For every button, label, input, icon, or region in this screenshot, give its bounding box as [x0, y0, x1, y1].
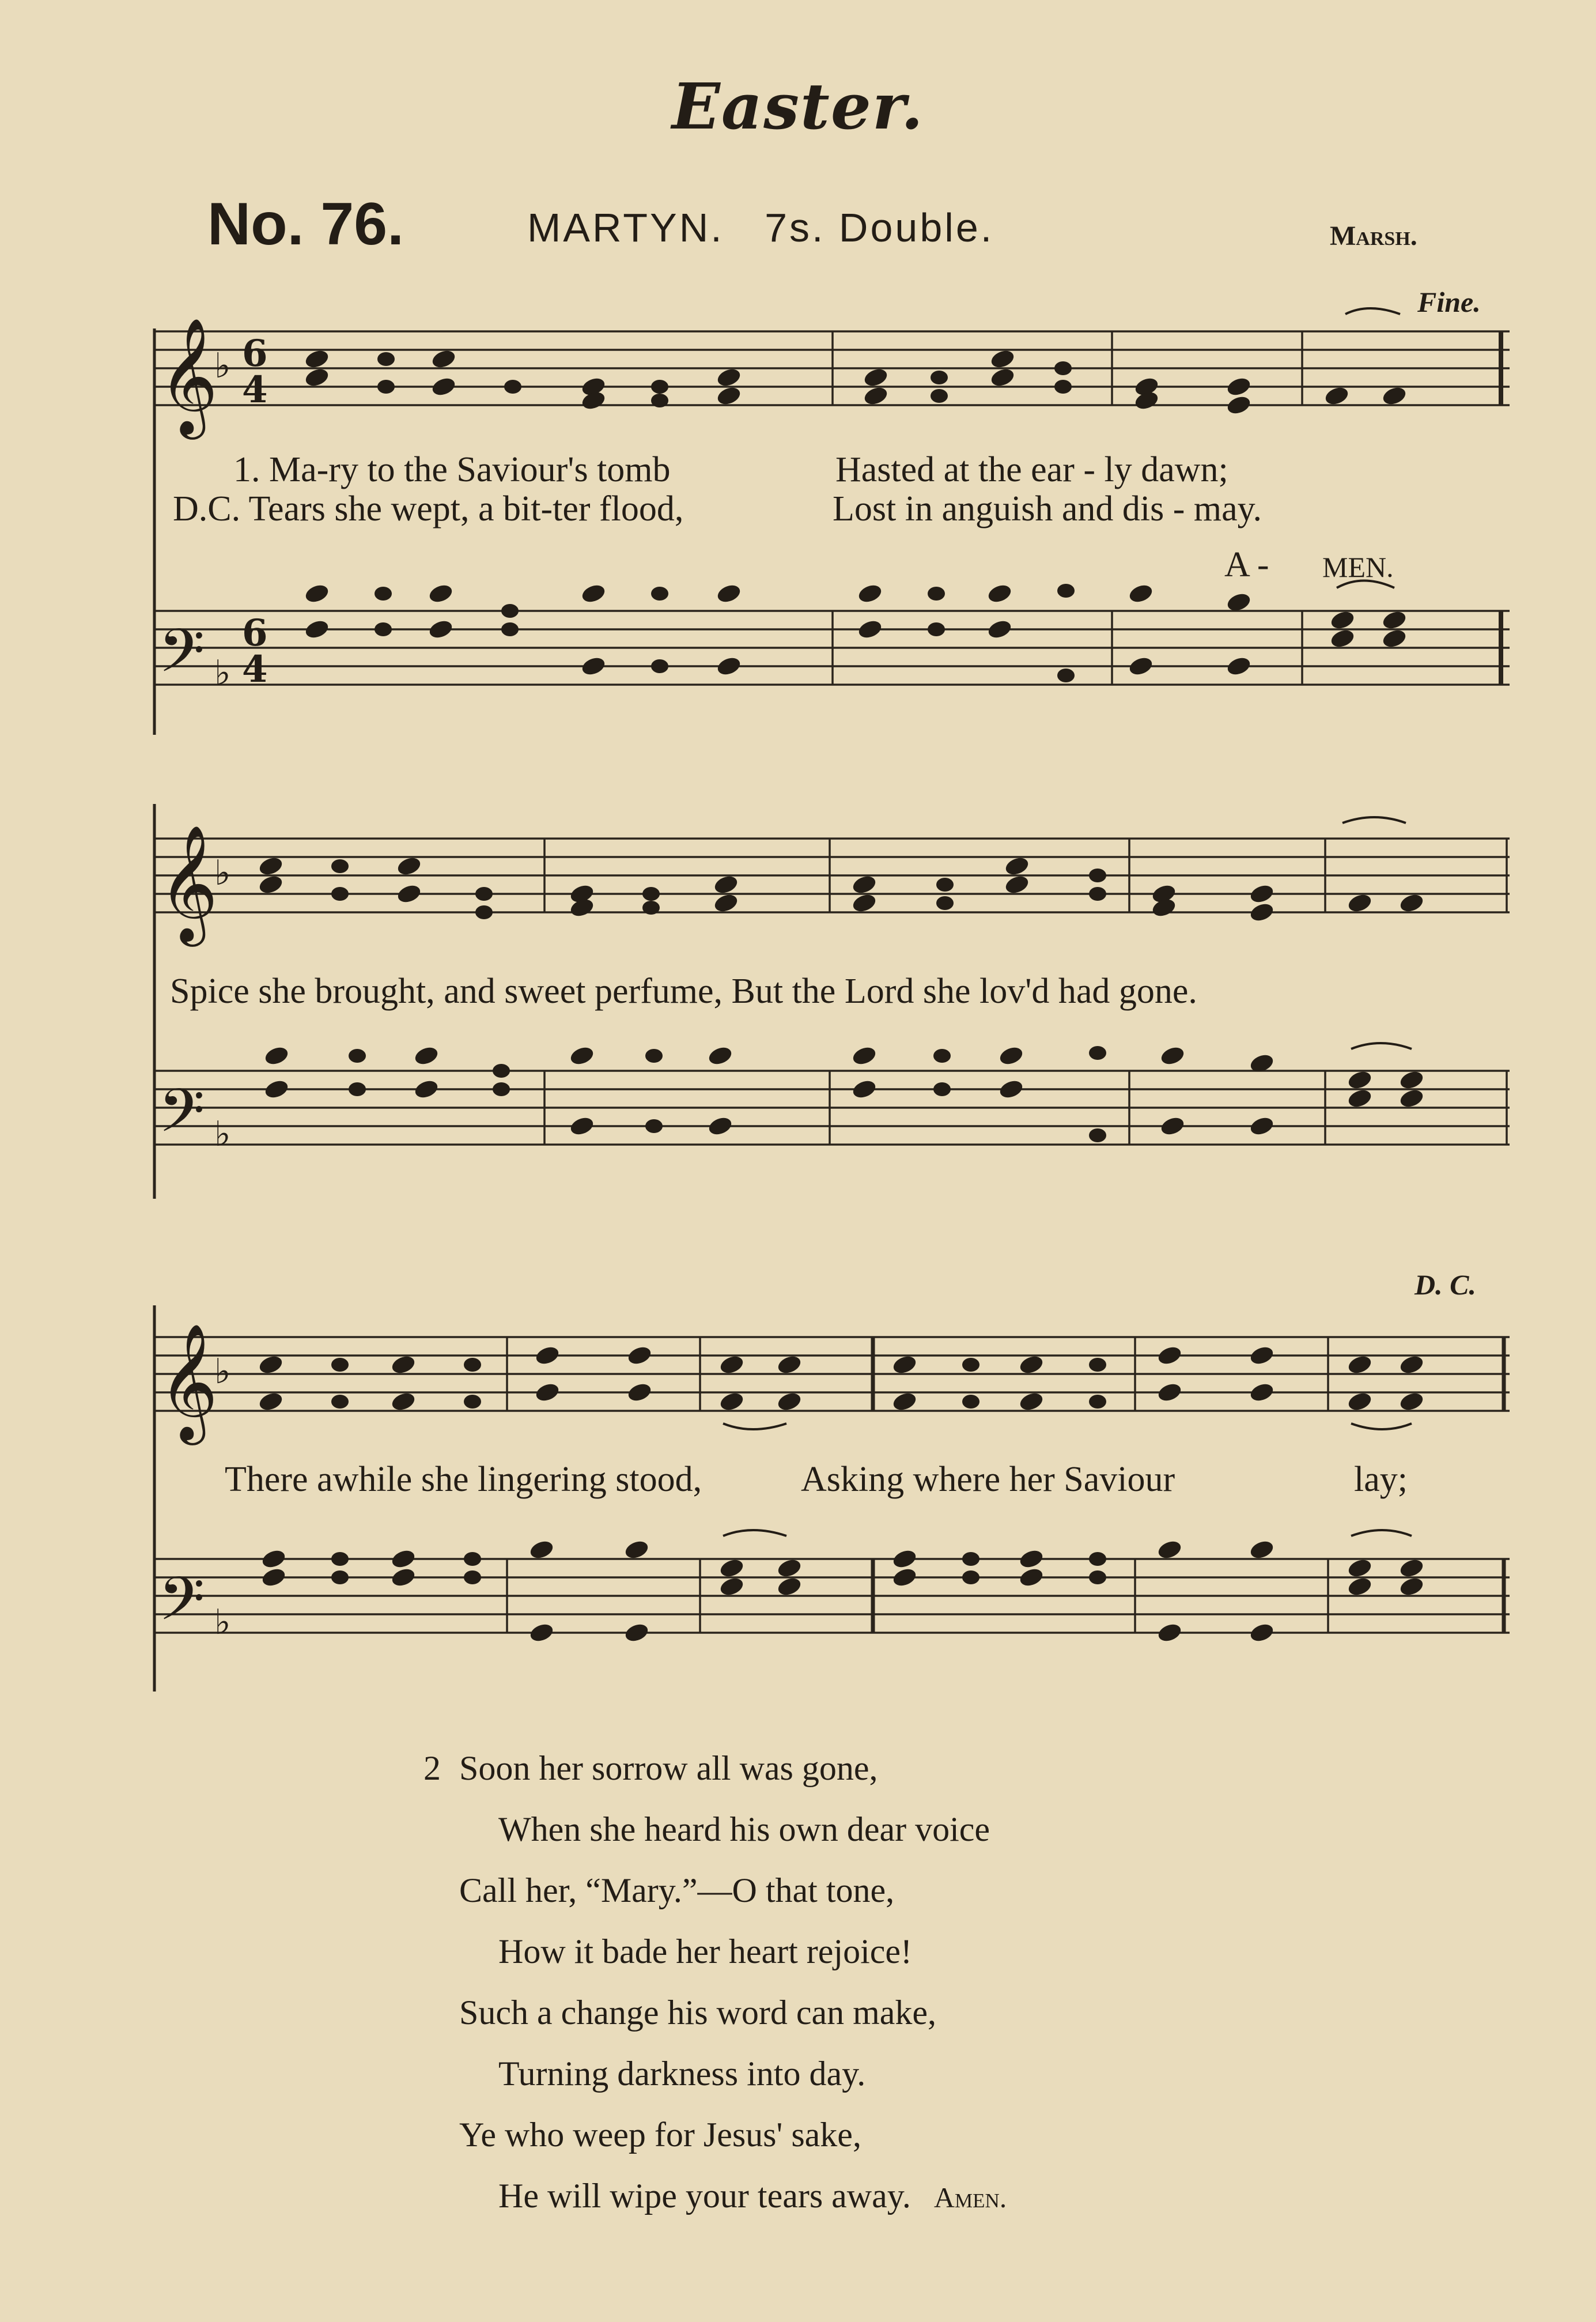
- time-signature-bottom: 4: [242, 648, 268, 691]
- meter: 7s. Double.: [765, 205, 994, 250]
- lyric-line-2-verse: D.C. Tears she wept, a bit-ter flood,: [173, 489, 684, 528]
- flat-icon: ♭: [214, 1351, 231, 1392]
- amen-syllable-a: A -: [1224, 545, 1269, 584]
- verse-line: Call her, “Mary.”—O that tone,: [459, 1871, 895, 1909]
- verse-2: [423, 1738, 1007, 2226]
- bass-staff-2: [154, 1071, 1510, 1145]
- verse-line: How it bade her heart rejoice!: [498, 1932, 912, 1970]
- lyric-line-4-a: There awhile she lingering stood,: [225, 1460, 702, 1499]
- verse-line: He will wipe your tears away. Amen.: [498, 2177, 1007, 2215]
- bass-clef-icon: 𝄢: [158, 1565, 205, 1648]
- tune-name: MARTYN.: [527, 205, 724, 250]
- time-signature-top: 6: [242, 611, 268, 655]
- verse-line: Such a change his word can make,: [459, 1993, 937, 2032]
- amen-syllable-men: MEN.: [1322, 551, 1394, 583]
- flat-icon: ♭: [214, 1114, 231, 1154]
- verse-line: 2 Soon her sorrow all was gone,: [423, 1738, 1007, 1799]
- lyric-line-1-cont: Hasted at the ear - ly dawn;: [835, 450, 1228, 489]
- verse-line: Turning darkness into day.: [498, 2055, 866, 2093]
- flat-icon: ♭: [214, 653, 231, 693]
- treble-clef-icon: 𝄞: [158, 318, 218, 435]
- fine-mark: Fine.: [1417, 286, 1481, 318]
- hymn-number: No. 76.: [207, 191, 404, 258]
- bass-clef-icon: 𝄢: [158, 1077, 205, 1160]
- treble-staff-2: [154, 839, 1510, 912]
- lyric-line-3: Spice she brought, and sweet perfume, But the Lord she lov'd had gone.: [170, 972, 1197, 1011]
- system-1: [154, 329, 1510, 735]
- flat-icon: ♭: [214, 1602, 231, 1643]
- time-signature-bottom: 4: [242, 368, 268, 411]
- treble-staff-1: [154, 331, 1510, 405]
- treble-clef-icon: 𝄞: [158, 825, 218, 942]
- lyric-line-2-cont: Lost in anguish and dis - may.: [833, 489, 1262, 528]
- treble-clef-icon: 𝄞: [158, 1323, 218, 1440]
- bass-staff-3: [154, 1559, 1510, 1633]
- bass-staff-1: [154, 611, 1510, 685]
- section-title: Easter.: [672, 69, 924, 144]
- verse-number: 2: [423, 1749, 441, 1787]
- time-signature-top: 6: [242, 332, 268, 375]
- verse-line: When she heard his own dear voice: [498, 1810, 990, 1848]
- lyric-line-1-verse: 1. Ma-ry to the Saviour's tomb: [233, 450, 671, 489]
- verse-amen: Amen.: [933, 2181, 1007, 2214]
- da-capo-mark: D. C.: [1415, 1268, 1476, 1301]
- flat-icon: ♭: [214, 346, 231, 386]
- flat-icon: ♭: [214, 853, 231, 893]
- composer: Marsh.: [1330, 221, 1417, 251]
- lyric-line-4-c: lay;: [1354, 1460, 1408, 1499]
- lyric-line-4-b: Asking where her Saviour: [801, 1460, 1175, 1499]
- bass-clef-icon: 𝄢: [158, 617, 205, 700]
- treble-staff-3: [154, 1337, 1510, 1411]
- verse-line: Ye who weep for Jesus' sake,: [459, 2116, 861, 2154]
